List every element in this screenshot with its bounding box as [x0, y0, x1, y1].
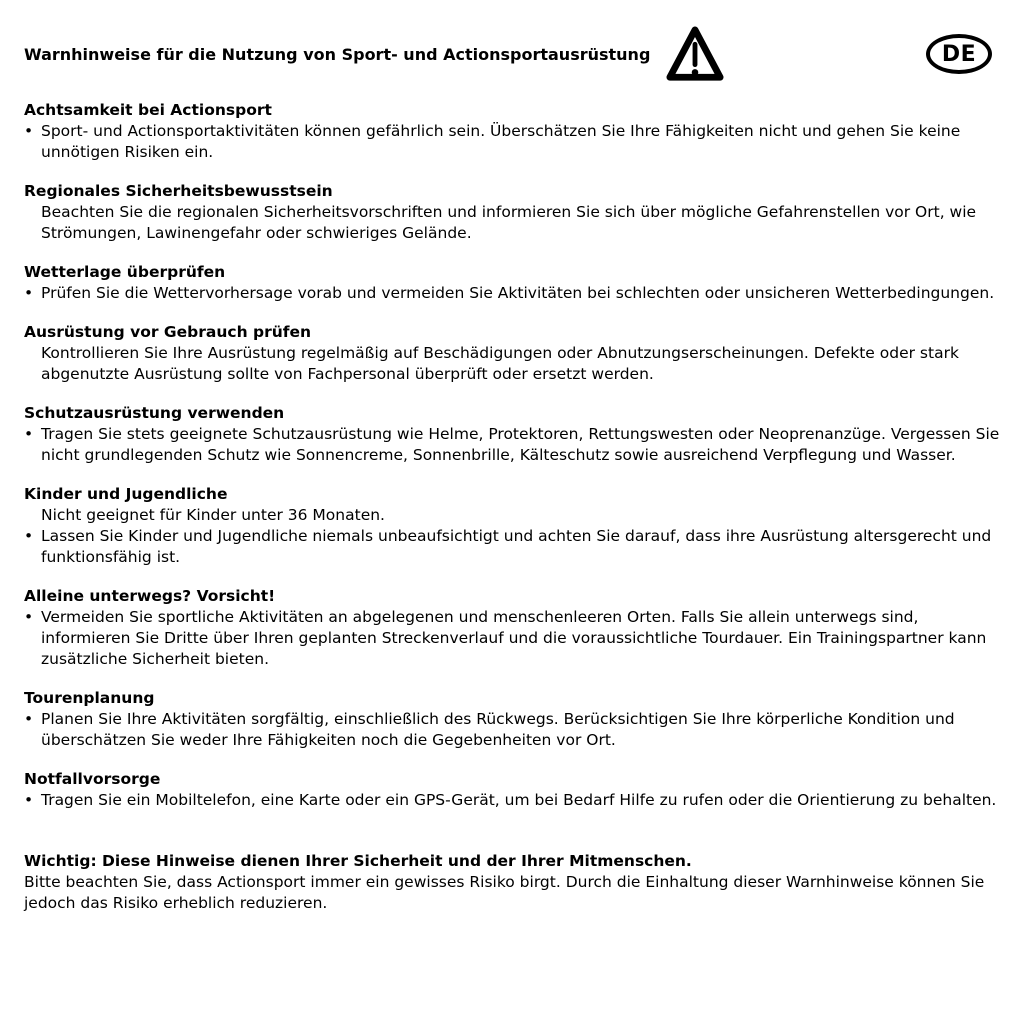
section-items — [24, 424, 1006, 466]
item-text: Vermeiden Sie sportliche Aktivitäten an abgelegenen und menschenleeren Orten. Falls Sie allein unterwegs sind, informieren Sie Dritte über Ihren geplanten Streckenverlauf und die voraussichtliche Tourdauer. Ein Trainingspartner kann zusätzliche Sicherheit bieten. — [41, 608, 987, 668]
item-text: Nicht geeignet für Kinder unter 36 Monaten. — [41, 506, 385, 524]
section-heading: Wetterlage überprüfen — [24, 263, 226, 281]
section-heading: Regionales Sicherheitsbewusstsein — [24, 182, 333, 200]
section — [24, 181, 1006, 244]
section-heading: Achtsamkeit bei Actionsport — [24, 101, 272, 119]
section — [24, 100, 1006, 163]
item-text: Beachten Sie die regionalen Sicherheitsvorschriften und informieren Sie sich über mögliche Gefahrenstellen vor Ort, wie Strömungen, Lawinengefahr oder schwieriges Gelände. — [41, 203, 977, 242]
footer-text: Bitte beachten Sie, dass Actionsport immer ein gewisses Risiko birgt. Durch die Einhaltung dieser Warnhinweise können Sie jedoch das Risiko erheblich reduzieren. — [24, 873, 985, 912]
section-items — [24, 607, 1006, 670]
section-heading: Schutzausrüstung verwenden — [24, 404, 285, 422]
list-item — [24, 790, 1006, 811]
list-item — [24, 121, 1006, 163]
item-text: Tragen Sie ein Mobiltelefon, eine Karte oder ein GPS-Gerät, um bei Bedarf Hilfe zu rufen oder die Orientierung zu behalten. — [41, 791, 997, 809]
bullet-marker: • — [24, 425, 34, 443]
item-text: Sport- und Actionsportaktivitäten können gefährlich sein. Überschätzen Sie Ihre Fähigkeiten nicht und gehen Sie keine unnötigen Risiken ein. — [41, 122, 961, 161]
list-item — [24, 526, 1006, 568]
bullet-marker: • — [24, 791, 34, 809]
bullet-marker: • — [24, 608, 34, 626]
item-text: Kontrollieren Sie Ihre Ausrüstung regelmäßig auf Beschädigungen oder Abnutzungserscheinungen. Defekte oder stark abgenutzte Ausrüstung sollte von Fachpersonal überprüft oder ersetzt werden. — [41, 344, 959, 383]
bullet-marker: • — [24, 122, 34, 140]
section-heading: Tourenplanung — [24, 689, 155, 707]
section-items — [24, 121, 1006, 163]
section-items — [24, 790, 1006, 811]
section-heading: Notfallvorsorge — [24, 770, 161, 788]
section — [24, 769, 1006, 811]
section-heading: Ausrüstung vor Gebrauch prüfen — [24, 323, 312, 341]
section — [24, 322, 1006, 385]
item-text: Tragen Sie stets geeignete Schutzausrüstung wie Helme, Protektoren, Rettungswesten oder Neoprenanzüge. Vergessen Sie nicht grundlegenden Schutz wie Sonnencreme, Sonnenbrille, Kälteschutz sowie ausreichend Verpflegung und Wasser. — [41, 425, 1000, 464]
section — [24, 262, 1006, 304]
item-text: Lassen Sie Kinder und Jugendliche niemals unbeaufsichtigt und achten Sie darauf, dass ihre Ausrüstung altersgerecht und funktionsfähig ist. — [41, 527, 992, 566]
section — [24, 403, 1006, 466]
language-badge: DE — [926, 34, 992, 74]
list-item — [24, 607, 1006, 670]
bullet-marker: • — [24, 527, 34, 545]
section-items — [24, 283, 1006, 304]
section-items — [24, 343, 1006, 385]
sections — [24, 100, 1006, 811]
header — [24, 20, 1006, 88]
section-heading: Alleine unterwegs? Vorsicht! — [24, 587, 276, 605]
page-title: Warnhinweise für die Nutzung von Sport- und Actionsportausrüstung — [24, 44, 651, 64]
list-item — [24, 283, 1006, 304]
list-item — [24, 709, 1006, 751]
section-heading: Kinder und Jugendliche — [24, 485, 228, 503]
section-items — [24, 505, 1006, 568]
section — [24, 586, 1006, 670]
item-text: Prüfen Sie die Wettervorhersage vorab und vermeiden Sie Aktivitäten bei schlechten oder unsicheren Wetterbedingungen. — [41, 284, 995, 302]
section-items — [24, 709, 1006, 751]
warning-triangle-icon — [666, 24, 724, 84]
list-item — [24, 343, 1006, 385]
footer-heading: Wichtig: Diese Hinweise dienen Ihrer Sicherheit und der Ihrer Mitmenschen. — [24, 852, 692, 870]
list-item — [24, 202, 1006, 244]
bullet-marker: • — [24, 710, 34, 728]
section-items — [24, 202, 1006, 244]
bullet-marker: • — [24, 284, 34, 302]
list-item — [24, 505, 1006, 526]
section — [24, 484, 1006, 568]
section — [24, 688, 1006, 751]
item-text: Planen Sie Ihre Aktivitäten sorgfältig, einschließlich des Rückwegs. Berücksichtigen Sie Ihre körperliche Kondition und überschätzen Sie weder Ihre Fähigkeiten noch die Gegebenheiten vor Ort. — [41, 710, 955, 749]
list-item — [24, 424, 1006, 466]
footer-note — [24, 851, 1006, 914]
